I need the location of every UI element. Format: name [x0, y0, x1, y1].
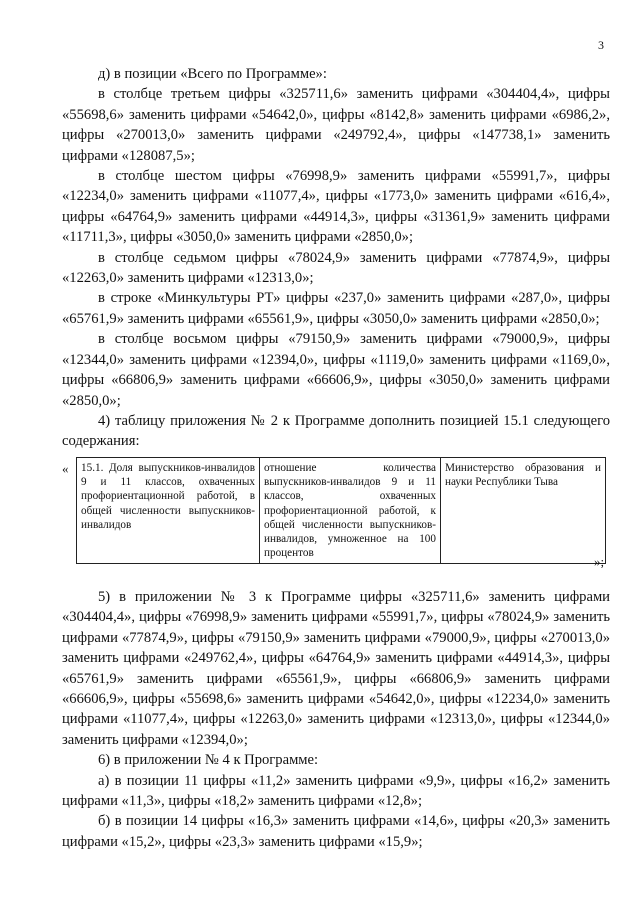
- paragraph: в столбце третьем цифры «325711,6» заменить цифрами «304404,4», цифры «55698,6» заменить цифрами «54642,0», цифры «8142,8» заменить цифрами «6986,2», цифры «270013,0» заменить цифрами «249792,4», цифры «147738,1» заменить цифрами «128087,5»;: [62, 86, 610, 164]
- text-block-bottom: [62, 587, 610, 852]
- table-cell-formula: отношение количества выпускников-инвалидов 9 и 11 классов, охваченных профориентационной работой, к общей численности выпускников-инвалидов, умноженное на 100 процентов: [260, 458, 441, 564]
- page-number: 3: [598, 38, 604, 52]
- open-quote: «: [62, 461, 69, 476]
- paragraph: в столбце седьмом цифры «78024,9» заменить цифрами «77874,9», цифры «12263,0» заменить цифрами «12313,0»;: [62, 249, 610, 287]
- paragraph: д) в позиции «Всего по Программе»:: [98, 66, 327, 82]
- paragraph: 5) в приложении № 3 к Программе цифры «325711,6» заменить цифрами «304404,4», цифры «76998,9» заменить цифрами «55991,7», цифры «78024,9» заменить цифрами «77874,9», цифры «79150,9» заменить цифрами «79000,9», цифры «270013,0» заменить цифрами «249762,4», цифры «64764,9» заменить цифрами «44914,3», цифры «65761,9» заменить цифрами «65561,9», цифры «66806,9» заменить цифрами «66606,9», цифры «55698,6» заменить цифрами «54642,0», цифры «12234,0» заменить цифрами «11077,4», цифры «12263,0» заменить цифрами «12313,0», цифры «12344,0» заменить цифрами «12394,0»;: [62, 589, 610, 748]
- table-row: [77, 458, 606, 564]
- text-block-top: [62, 64, 610, 452]
- paragraph: а) в позиции 11 цифры «11,2» заменить цифрами «9,9», цифры «16,2» заменить цифрами «11,3», цифры «18,2» заменить цифрами «12,8»;: [62, 772, 610, 810]
- inserted-table-block: [62, 457, 618, 571]
- paragraph: в столбце шестом цифры «76998,9» заменить цифрами «55991,7», цифры «12234,0» заменить цифрами «11077,4», цифры «1773,0» заменить цифрами «616,4», цифры «64764,9» заменить цифрами «44914,3», цифры «31361,9» заменить цифрами «11711,3», цифры «3050,0» заменить цифрами «2850,0»;: [62, 168, 610, 246]
- table-cell-indicator: 15.1. Доля выпускников-инвалидов 9 и 11 классов, охваченных профориентационной работой, в общей численности выпускников-инвалидов: [77, 458, 260, 564]
- paragraph: 6) в приложении № 4 к Программе:: [98, 752, 319, 769]
- paragraph: в строке «Минкультуры РТ» цифры «237,0» заменить цифрами «287,0», цифры «65761,9» заменить цифрами «65561,9», цифры «3050,0» заменить цифрами «2850,0»;: [62, 290, 610, 327]
- close-quote: »;: [594, 554, 605, 569]
- paragraph: б) в позиции 14 цифры «16,3» заменить цифрами «14,6», цифры «20,3» заменить цифрами «15,2», цифры «23,3» заменить цифрами «15,9»;: [62, 813, 610, 850]
- paragraph: в столбце восьмом цифры «79150,9» заменить цифрами «79000,9», цифры «12344,0» заменить цифрами «12394,0», цифры «1119,0» заменить цифрами «1169,0», цифры «66806,9» заменить цифрами «66606,9», цифры «3050,0» заменить цифрами «2850,0»;: [62, 331, 610, 409]
- position-table: [76, 457, 606, 564]
- paragraph: 4) таблицу приложения № 2 к Программе дополнить позицией 15.1 следующего содержания:: [62, 412, 610, 450]
- table-cell-responsible: Министерство образования и науки Республики Тыва: [441, 458, 606, 564]
